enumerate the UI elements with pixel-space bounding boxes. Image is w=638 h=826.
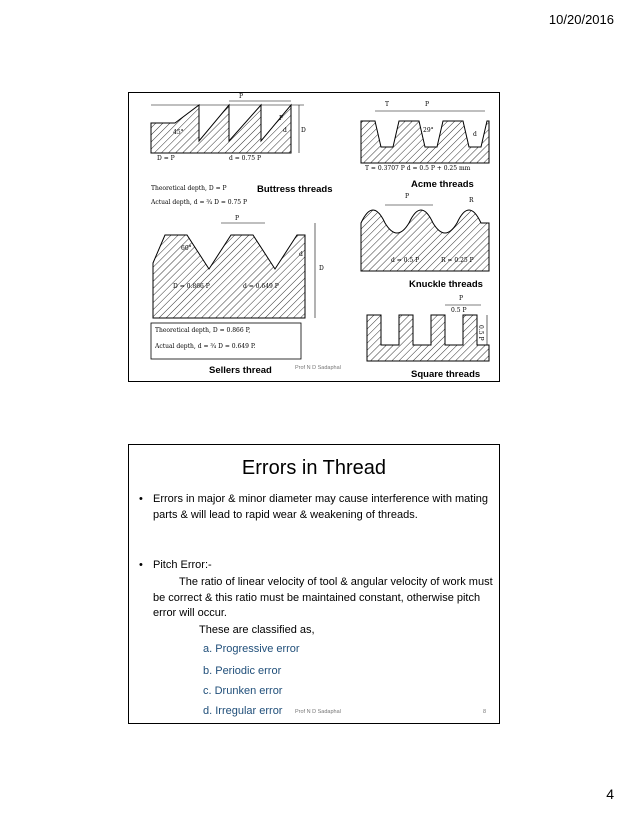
square-half-label: 0.5 P — [451, 307, 467, 314]
slide-number: 8 — [483, 709, 487, 715]
knuckle-r-label: R — [469, 197, 474, 204]
sellers-d-label: d — [299, 251, 303, 258]
sellers-actual-depth: Actual depth, d = ¾ D = 0.649 P. — [155, 343, 256, 350]
acme-d-label: d — [473, 131, 477, 138]
sellers-theoretical-depth: Theoretical depth, D = 0.866 P, — [155, 327, 251, 334]
sellers-thread-figure — [151, 223, 315, 359]
buttress-theoretical-depth: Theoretical depth, D = P — [151, 185, 227, 192]
bullet-dot: • — [139, 559, 143, 571]
buttress-thread-figure — [151, 101, 304, 153]
caption-sellers-thread: Sellers thread — [209, 365, 272, 376]
slide-errors-in-thread — [128, 444, 500, 724]
acme-angle-label: 29° — [423, 127, 434, 134]
print-date: 10/20/2016 — [548, 12, 614, 27]
thread-diagrams — [129, 93, 499, 381]
square-p-label: P — [459, 295, 464, 302]
buttress-dp-label: D = P — [157, 155, 175, 162]
sellers-angle-label: 60° — [181, 245, 192, 252]
caption-acme-threads: Acme threads — [411, 179, 474, 190]
buttress-d-label: d — [283, 127, 287, 134]
slide-title: Errors in Thread — [241, 457, 387, 479]
caption-square-threads: Square threads — [411, 369, 481, 380]
knuckle-d-label: d = 0.5 P — [391, 257, 420, 264]
acme-thread-figure — [361, 111, 489, 163]
page-number: 4 — [606, 786, 614, 802]
bullet-dot: • — [139, 493, 143, 505]
buttress-pitch-label: P — [239, 93, 244, 100]
square-side-label: 0.5 P — [477, 325, 484, 341]
buttress-d075-label: d = 0.75 P — [229, 155, 261, 162]
knuckle-p-label: P — [405, 193, 410, 200]
sellers-d649-label: d = 0.649 P — [243, 283, 279, 290]
acme-formula: T = 0.3707 P d = 0.5 P + 0.25 mm — [365, 165, 471, 172]
sellers-p-label: P — [235, 215, 240, 222]
error-item-periodic: b. Periodic error — [203, 665, 282, 677]
buttress-D-label: D — [301, 127, 306, 134]
acme-t-label: T — [385, 101, 390, 108]
error-item-drunken: c. Drunken error — [203, 685, 283, 697]
error-item-irregular: d. Irregular error — [203, 705, 283, 717]
slide-footer-author: Prof N D Sadaphal — [295, 709, 341, 715]
slide-thread-types — [128, 92, 500, 382]
bullet-diameter-errors: Errors in major & minor diameter may cause interference with mating parts & will lead to rapid wear & weakening of threads. — [153, 493, 489, 521]
acme-p-label: P — [425, 101, 430, 108]
slide-footer-author: Prof N D Sadaphal — [295, 365, 341, 371]
knuckle-r-formula: R = 0.25 P — [441, 257, 474, 264]
buttress-angle-label: 45° — [173, 129, 184, 136]
classified-intro: These are classified as, — [199, 624, 315, 636]
error-item-progressive: a. Progressive error — [203, 643, 300, 655]
caption-knuckle-threads: Knuckle threads — [409, 279, 483, 290]
buttress-f-label: F — [279, 115, 284, 122]
square-thread-figure — [367, 305, 489, 361]
sellers-D-label: D — [319, 265, 324, 272]
bullet-pitch-error: Pitch Error:- — [153, 559, 212, 571]
pitch-error-paragraph: The ratio of linear velocity of tool & angular velocity of work must be correct & this ratio must be maintained constant, otherwise pitch error will occur. — [153, 576, 493, 619]
sellers-d866-label: D = 0.866 P — [173, 283, 210, 290]
buttress-actual-depth: Actual depth, d = ¾ D = 0.75 P — [151, 199, 248, 206]
caption-buttress-threads: Buttress threads — [257, 184, 333, 195]
